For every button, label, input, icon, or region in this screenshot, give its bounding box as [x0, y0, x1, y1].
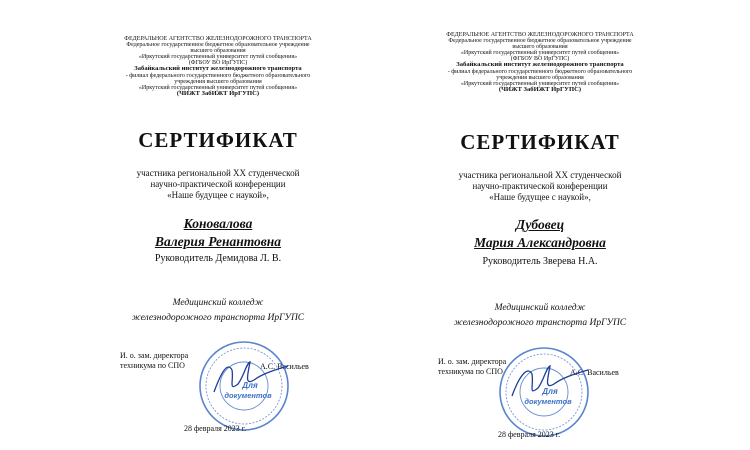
college-line: железнодорожного транспорта ИрГУПС	[453, 318, 627, 329]
intro-line: научно-практической конференции	[150, 178, 286, 189]
certificate-title: СЕРТИФИКАТ	[138, 128, 298, 152]
intro-line: научно-практической конференции	[472, 180, 608, 191]
branch-line: «Иркутский государственный университет путей сообщения»	[138, 84, 298, 91]
org-header	[58, 36, 378, 97]
certificate-left	[58, 0, 378, 450]
branch-line: учреждения высшего образования	[174, 78, 262, 85]
org-line: Федеральное государственное бюджетное образовательное учреждение	[448, 38, 632, 44]
branch-abbr: (ЧИЖТ ЗабИЖТ ИрГУПС)	[176, 89, 260, 97]
intro-text	[380, 170, 700, 203]
college-name	[380, 301, 700, 331]
signatory-line: И. о. зам. директора	[438, 357, 507, 366]
org-line: (ФГБОУ ВО ИрГУПС)	[510, 56, 570, 62]
certificate-right	[380, 0, 700, 450]
certificate-title: СЕРТИФИКАТ	[460, 130, 620, 154]
signatory-line: техникума по СПО	[438, 367, 503, 376]
branch-line: - филиал федерального государственного бюджетного образовательного	[125, 72, 311, 79]
org-line: Федеральное государственное бюджетное образовательное учреждение	[126, 42, 310, 48]
signer-name: А.С. Васильев	[570, 368, 619, 377]
supervisor: Руководитель Демидова Л. В.	[154, 253, 282, 264]
org-line: ФЕДЕРАЛЬНОЕ АГЕНТСТВО ЖЕЛЕЗНОДОРОЖНОГО ТРАНСПОРТА	[446, 32, 634, 38]
org-line: высшего образования	[190, 48, 246, 54]
signatory-line: И. о. зам. директора	[120, 351, 189, 360]
college-line: железнодорожного транспорта ИрГУПС	[131, 313, 305, 324]
org-line: ФЕДЕРАЛЬНОЕ АГЕНТСТВО ЖЕЛЕЗНОДОРОЖНОГО ТРАНСПОРТА	[124, 36, 312, 42]
org-header	[380, 32, 700, 93]
issue-date: 28 февраля 2023 г.	[184, 424, 247, 433]
college-line: Медицинский колледж	[494, 303, 586, 313]
stamp-text-2: документов	[224, 391, 272, 400]
intro-line: «Наше будущее с наукой»,	[167, 189, 269, 200]
institute-name: Забайкальский институт железнодорожного транспорта	[134, 65, 302, 72]
institute-name: Забайкальский институт железнодорожного транспорта	[456, 61, 624, 68]
issue-date: 28 февраля 2023 г.	[498, 430, 561, 439]
participant-first-name: Мария Александровна	[474, 235, 606, 251]
branch-line: «Иркутский государственный университет путей сообщения»	[460, 80, 620, 87]
branch-abbr: (ЧИЖТ ЗабИЖТ ИрГУПС)	[498, 85, 582, 93]
college-name	[58, 296, 378, 326]
stamp-text-1: Для	[542, 387, 558, 396]
intro-line: «Наше будущее с наукой»,	[489, 191, 591, 202]
stamp-text-1: Для	[242, 381, 258, 390]
stamp-text-2: документов	[524, 397, 572, 406]
signatory-title	[120, 351, 188, 371]
org-line: «Иркутский государственный университет путей сообщения»	[460, 50, 620, 56]
signatory-line: техникума по СПО	[120, 361, 185, 370]
branch-line: учреждения высшего образования	[496, 74, 584, 81]
branch-line: - филиал федерального государственного бюджетного образовательного	[447, 68, 633, 75]
participant-name	[380, 216, 700, 252]
participant-last-name: Коновалова	[183, 216, 253, 231]
participant-last-name: Дубовец	[515, 217, 565, 232]
intro-line: участника региональной XX студенческой	[136, 168, 300, 178]
org-line: (ФГБОУ ВО ИрГУПС)	[188, 60, 248, 66]
college-line: Медицинский колледж	[172, 298, 264, 308]
supervisor: Руководитель Зверева Н.А.	[482, 256, 598, 267]
signer-name: А.С. Васильев	[260, 362, 309, 371]
intro-text	[58, 168, 378, 201]
participant-first-name: Валерия Ренантовна	[154, 234, 282, 250]
org-line: высшего образования	[512, 44, 568, 50]
stamp-seal	[498, 346, 590, 438]
signatory-title	[438, 357, 506, 377]
org-line: «Иркутский государственный университет путей сообщения»	[138, 54, 298, 60]
stamp-seal	[198, 340, 290, 432]
intro-line: участника региональной XX студенческой	[458, 170, 622, 180]
participant-name	[58, 215, 378, 251]
